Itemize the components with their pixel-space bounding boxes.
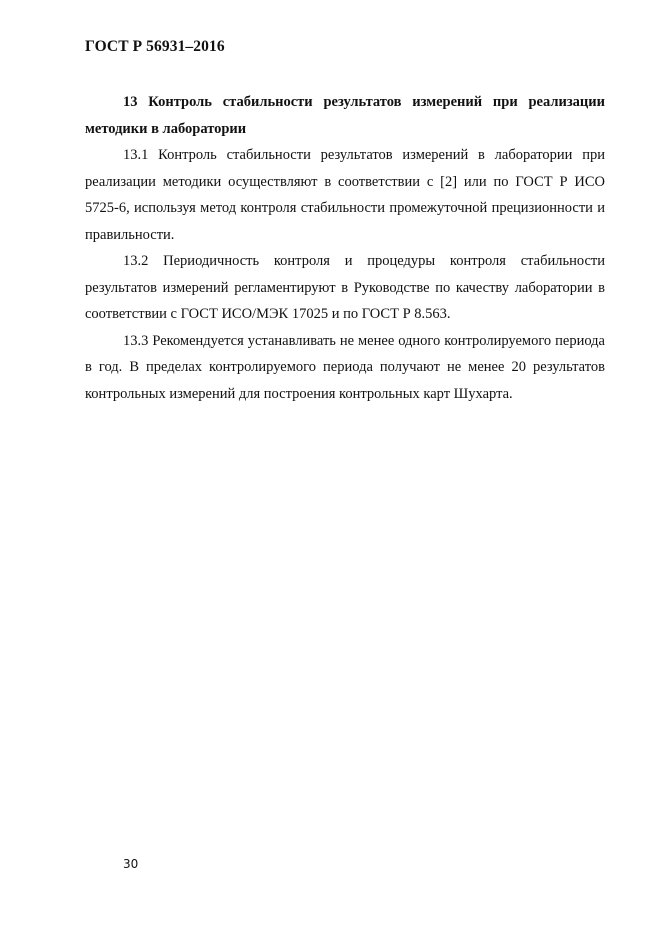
page-number: 30 [123, 857, 139, 871]
document-body [85, 89, 605, 407]
paragraph-13-3: 13.3 Рекомендуется устанавливать не менее одного контролируемого периода в год. В пределах контролируемого периода получают не менее 20 результатов контрольных измерений для построения контрольных карт Шухарта. [85, 332, 605, 402]
paragraph-13-1: 13.1 Контроль стабильности результатов измерений в лаборатории при реализации методики осуществляют в соответствии с [2] или по ГОСТ Р ИСО 5725-6, используя метод контроля стабильности промежуточной прецизионности и правильности. [85, 147, 605, 243]
paragraph-13-2: 13.2 Периодичность контроля и процедуры контроля стабильности результатов измерений регламентируют в Руководстве по качеству лаборатории в соответствии с ГОСТ ИСО/МЭК 17025 и по ГОСТ Р 8.563. [85, 253, 605, 322]
section-heading: 13 Контроль стабильности результатов измерений при реализации методики в лаборатории [85, 94, 605, 137]
document-header-standard-number: ГОСТ Р 56931–2016 [85, 38, 225, 55]
